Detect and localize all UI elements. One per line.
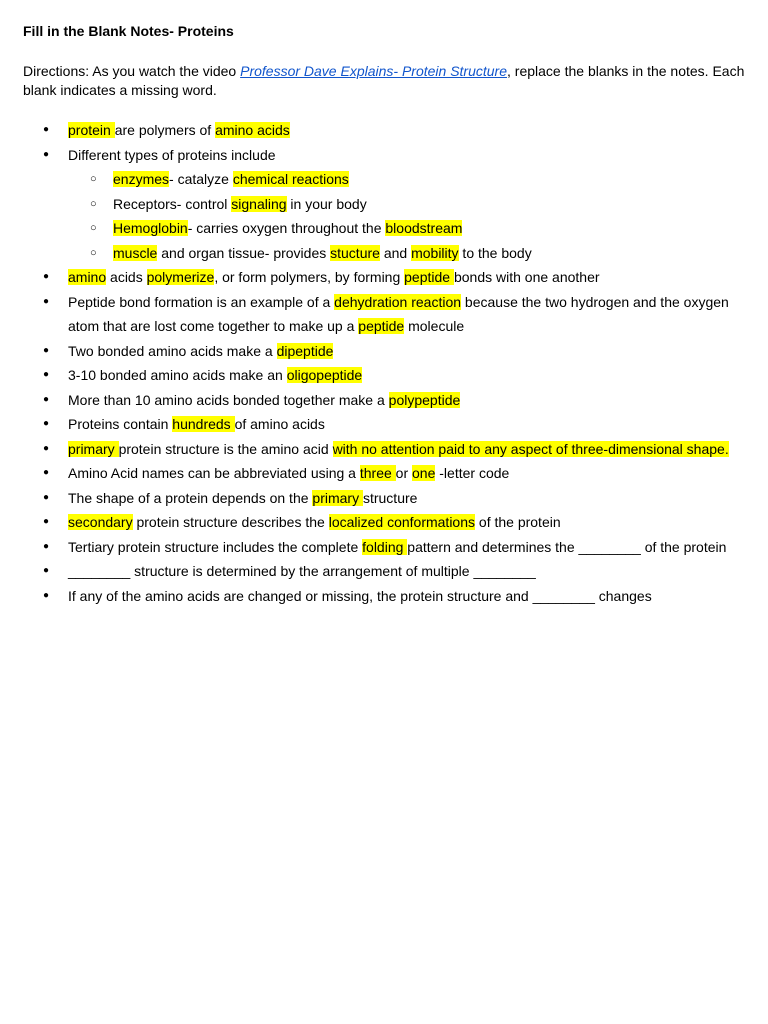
note-text: Amino Acid names can be abbreviated using a bbox=[68, 465, 360, 482]
note-text: Different types of proteins include bbox=[68, 146, 276, 163]
directions-prefix: Directions: As you watch the video bbox=[23, 63, 241, 79]
note-item bbox=[23, 363, 746, 388]
highlighted-text: conformations bbox=[387, 514, 476, 531]
highlighted-text: dehydration reaction bbox=[334, 293, 462, 310]
document-title: Fill in the Blank Notes- Proteins bbox=[23, 23, 234, 39]
highlighted-text: stucture bbox=[330, 244, 380, 261]
highlighted-text: peptide bbox=[358, 318, 405, 335]
highlighted-text: signaling bbox=[231, 195, 287, 212]
note-text: and bbox=[379, 244, 412, 261]
note-text: -letter code bbox=[435, 465, 510, 482]
note-item bbox=[23, 290, 746, 339]
note-text: Tertiary protein structure includes the complete bbox=[68, 538, 363, 555]
sub-note-item bbox=[68, 192, 746, 217]
note-text: pattern and determines the ________ of the protein bbox=[407, 538, 727, 555]
note-text: in your body bbox=[286, 195, 367, 212]
highlighted-text: dipeptide bbox=[276, 342, 334, 359]
note-item bbox=[23, 535, 746, 560]
note-text: acids bbox=[106, 269, 147, 286]
note-text: are polymers of bbox=[114, 122, 216, 138]
note-text: of the protein bbox=[475, 514, 561, 531]
highlighted-text: localized bbox=[328, 514, 388, 531]
highlighted-text: Hemoglobin bbox=[113, 220, 188, 237]
sub-note-item bbox=[68, 167, 746, 192]
note-item bbox=[23, 388, 746, 413]
highlighted-text: one bbox=[412, 465, 436, 482]
note-text: or bbox=[395, 465, 413, 482]
highlighted-text: three bbox=[359, 465, 396, 482]
sub-note-list bbox=[68, 167, 746, 265]
note-text: Receptors- control bbox=[113, 195, 232, 212]
note-text: More than 10 amino acids bonded together make a bbox=[68, 391, 389, 408]
note-text: Proteins contain bbox=[68, 416, 173, 433]
note-text: Peptide bond formation is an example of a bbox=[68, 293, 335, 310]
note-text: Two bonded amino acids make a bbox=[68, 342, 277, 359]
sub-note-item bbox=[68, 241, 746, 266]
note-text: structure bbox=[362, 489, 418, 506]
directions-suffix: , replace the blanks in the notes. Each blank indicates a missing word. bbox=[23, 63, 745, 98]
note-text: to the body bbox=[458, 244, 532, 261]
note-item bbox=[23, 510, 746, 535]
highlighted-text: peptide bbox=[404, 269, 454, 286]
highlighted-text: oligopeptide bbox=[286, 367, 363, 384]
highlighted-text: with no attention paid to any aspect of three-dimensional shape. bbox=[332, 440, 729, 457]
highlighted-text: secondary bbox=[68, 514, 133, 531]
note-item bbox=[23, 265, 746, 290]
note-text: If any of the amino acids are changed or missing, the protein structure and ________ changes bbox=[68, 587, 652, 604]
highlighted-text: primary bbox=[68, 440, 119, 457]
note-text: ________ structure is determined by the arrangement of multiple ________ bbox=[68, 563, 536, 580]
highlighted-text: hundreds bbox=[172, 416, 235, 433]
highlighted-text: protein bbox=[68, 122, 115, 138]
highlighted-text: bloodstream bbox=[385, 220, 463, 237]
note-item bbox=[23, 437, 746, 462]
note-text: - catalyze bbox=[169, 171, 233, 187]
highlighted-text: amino acids bbox=[215, 122, 290, 138]
note-text: and organ tissue- provides bbox=[157, 244, 331, 261]
highlighted-text: primary bbox=[312, 489, 363, 506]
note-item bbox=[23, 412, 746, 437]
highlighted-text: polymerize bbox=[146, 269, 215, 286]
sub-note-item bbox=[68, 216, 746, 241]
note-text: of amino acids bbox=[234, 416, 325, 433]
highlighted-text: folding bbox=[362, 538, 408, 555]
note-item bbox=[23, 584, 746, 609]
note-item bbox=[23, 461, 746, 486]
note-text: bonds with one another bbox=[453, 269, 600, 286]
note-item bbox=[23, 559, 746, 584]
directions-paragraph bbox=[23, 62, 748, 100]
note-item bbox=[23, 339, 746, 364]
highlighted-text: mobility bbox=[411, 244, 459, 261]
note-text: - carries oxygen throughout the bbox=[187, 220, 386, 237]
highlighted-text: muscle bbox=[113, 244, 158, 261]
note-text: molecule bbox=[404, 318, 465, 335]
highlighted-text: polypeptide bbox=[388, 391, 461, 408]
note-text: protein structure describes the bbox=[132, 514, 329, 531]
note-text: protein structure is the amino acid bbox=[118, 440, 333, 457]
note-text: , or form polymers, by forming bbox=[214, 269, 405, 286]
note-text: because the two hydrogen and the oxygen atom that are lost come together to make up a bbox=[68, 293, 729, 335]
note-item bbox=[23, 118, 746, 143]
notes-list bbox=[23, 118, 746, 608]
highlighted-text: enzymes bbox=[113, 171, 170, 187]
video-link[interactable]: Professor Dave Explains- Protein Structure bbox=[240, 63, 507, 79]
highlighted-text: chemical reactions bbox=[232, 171, 349, 187]
highlighted-text: amino bbox=[68, 269, 107, 286]
note-item bbox=[23, 143, 746, 266]
note-item bbox=[23, 486, 746, 511]
note-text: 3-10 bonded amino acids make an bbox=[68, 367, 287, 384]
note-text: The shape of a protein depends on the bbox=[68, 489, 313, 506]
